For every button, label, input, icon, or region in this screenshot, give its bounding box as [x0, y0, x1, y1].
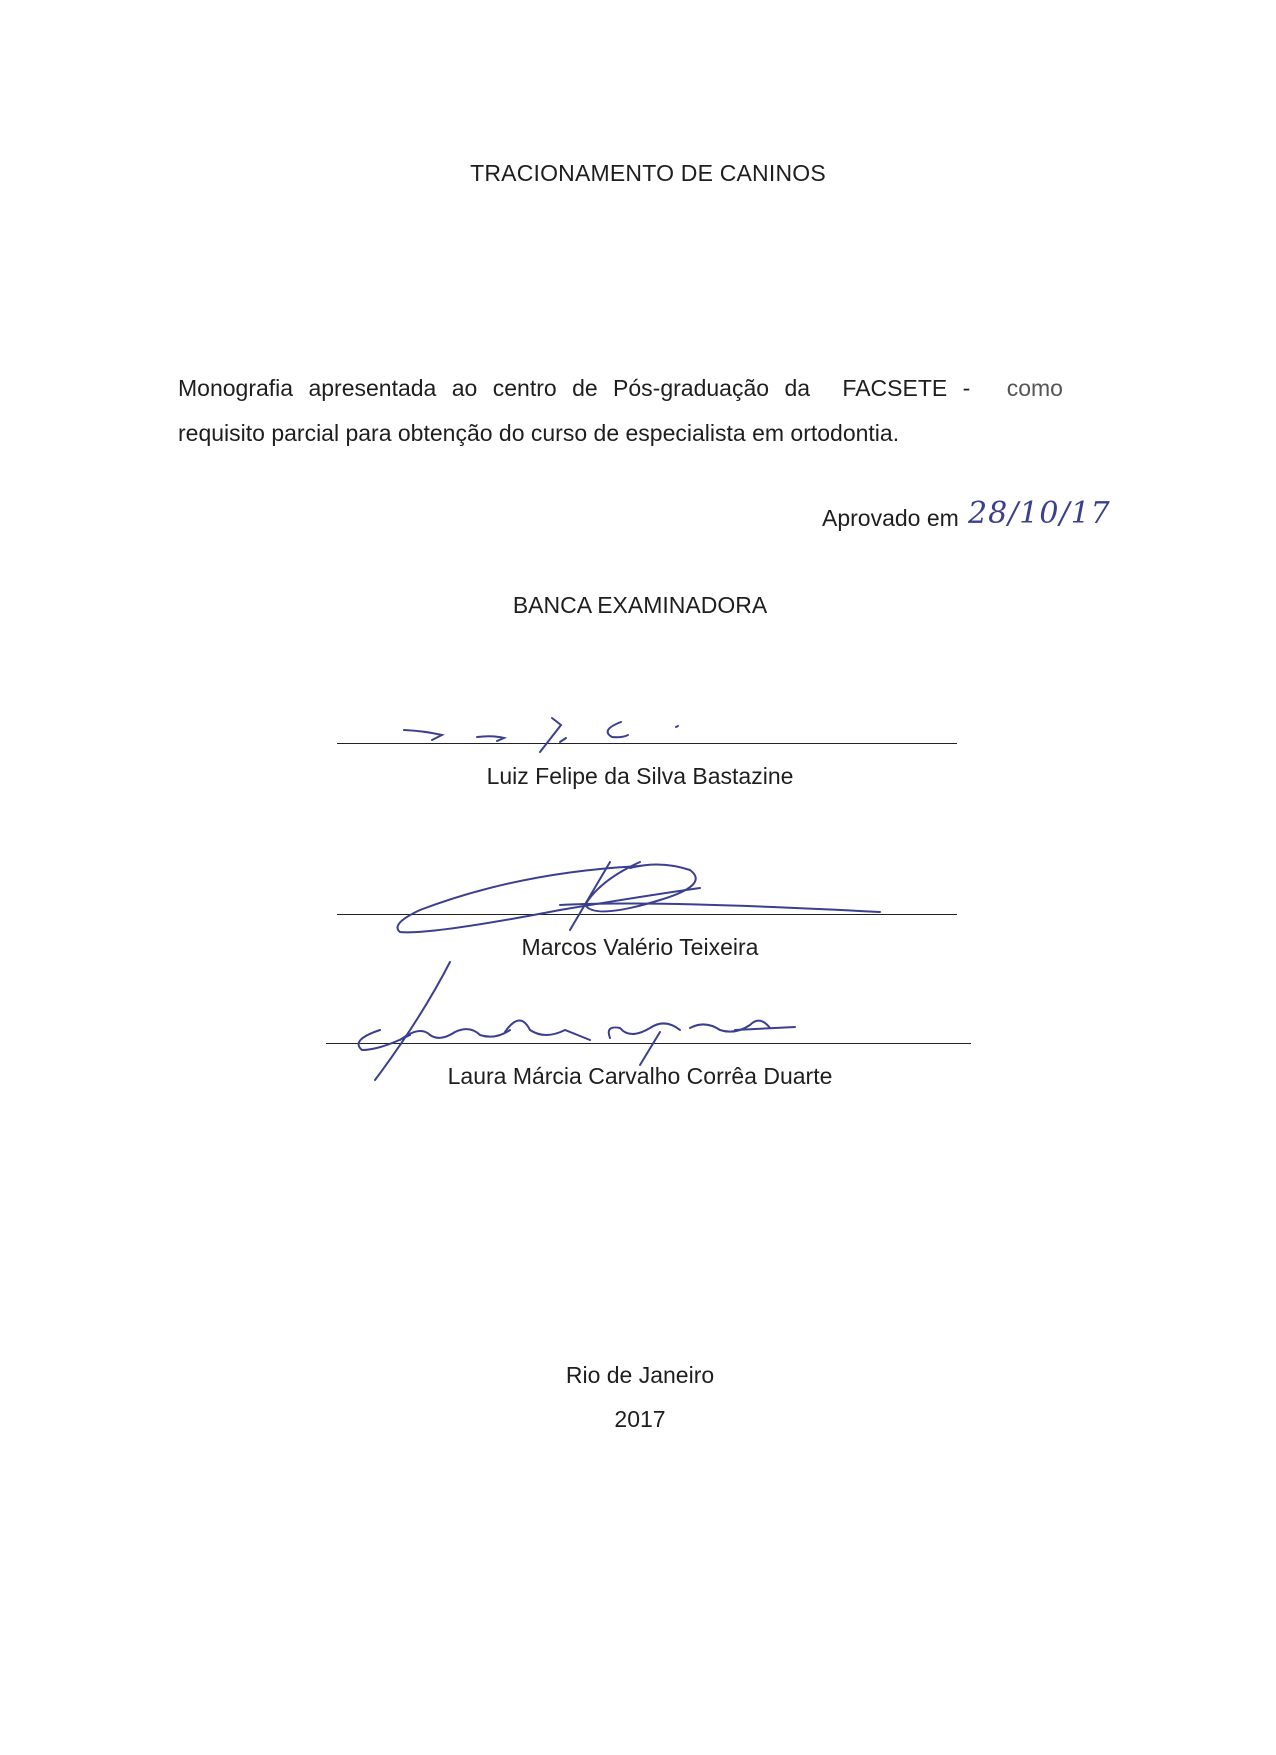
description-word: apresentada — [308, 375, 437, 401]
description-word: Monografia — [178, 375, 294, 401]
description-word: de — [572, 375, 598, 401]
description-line-1 — [178, 375, 1118, 402]
place: Rio de Janeiro — [565, 1362, 715, 1388]
signature-line-3 — [326, 1043, 971, 1044]
description-word: centro — [492, 375, 557, 401]
examiner-name-3: Laura Márcia Carvalho Corrêa Duarte — [447, 1063, 833, 1089]
signature-line-1 — [337, 743, 957, 744]
description-word: ao — [451, 375, 478, 401]
year: 2017 — [614, 1406, 666, 1432]
description-word: FACSETE — [842, 375, 948, 401]
description-word: da — [784, 375, 811, 401]
document-title: TRACIONAMENTO DE CANINOS — [470, 160, 826, 186]
description-line-2: requisito parcial para obtenção do curso de especialista em ortodontia. — [178, 420, 900, 446]
approved-label: Aprovado em — [822, 505, 959, 531]
board-heading: BANCA EXAMINADORA — [512, 592, 768, 618]
signature-line-2 — [337, 914, 957, 915]
description-word: como — [1006, 375, 1063, 401]
examiner-name-2: Marcos Valério Teixeira — [521, 934, 759, 960]
examiner-name-1: Luiz Felipe da Silva Bastazine — [486, 763, 794, 789]
description-word: Pós-graduação — [613, 375, 770, 401]
description-word: - — [962, 375, 971, 401]
approved-date-handwritten: 28/10/17 — [968, 496, 1111, 531]
